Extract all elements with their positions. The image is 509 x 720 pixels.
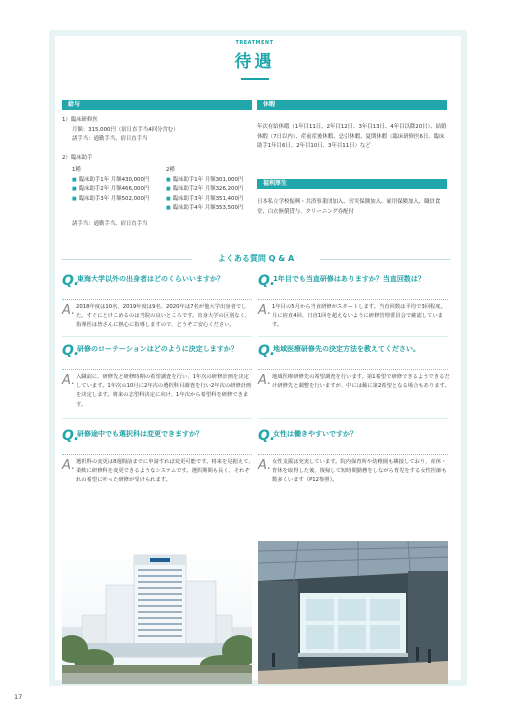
resident1-title: 1）臨床研修医 [62,117,98,123]
grade1-label: 1種 [72,167,81,173]
resident2-allowance: 諸手当：通勤手当、宿日直手当 [72,221,148,227]
hospital-atrium-photo [258,541,448,684]
list-item: ■ 臨床助手1年 月額430,000円 [72,176,150,183]
faq-question: 東海大学以外の出身者はどのくらいいますか？ [77,275,224,283]
welfare-heading: 福利厚生 [257,179,447,189]
faq-answer: 1年目の5月から当直研修がスタートします。当直回数は平均で3回程度。月に宿直4回、日直1回を超えないように研修管理委員会で確認しています。 [272,304,446,329]
a-icon: A. [62,458,76,473]
page-number: 17 [14,693,23,701]
faq-title: よくある質問 Q & A [62,252,450,266]
title-underline [241,78,269,80]
section-subtitle: TREATMENT [235,40,274,46]
salary-resident1 [62,116,262,145]
holidays-heading: 休暇 [257,100,447,110]
a-icon: A. [258,373,272,388]
faq-answer: 女性支援は充実しています。院内保育所や幼稚園も隣接しており、産休・育休を取得した後、復帰して短時間勤務をしながら育児をする女性医師も数多くいます（P12参照）。 [272,459,447,484]
faq-question: 研修のローテーションはどのように決定しますか？ [77,345,238,353]
q-icon: Q. [258,343,276,359]
faq-question: 研修途中でも選択科は変更できますか？ [77,430,203,438]
a-icon: A. [62,303,76,318]
grade1-list [72,166,172,204]
a-icon: A. [258,303,272,318]
divider [258,299,448,300]
section-divider [62,418,252,419]
section-divider [258,336,448,337]
q-icon: Q. [258,428,276,444]
list-item: ■ 臨床助手1年 月額301,000円 [166,176,244,183]
welfare-text: 日本私立学校振興・共済事業団加入、労災保険加入、雇用保険加入、職員食堂、白衣無償貸与、クリーニング券配付 [257,199,441,215]
faq-item [258,428,454,486]
section-divider [62,336,252,337]
faq-answer: 選択科の変更は8週間前までに申請すれば変更可能です。将来を見据えて、柔軟に研修科を変更できるようなシステムです。選択期間も長く、それぞれの希望に叶った研修が受けられます。 [76,459,254,484]
section-title: 待遇 [234,52,275,72]
grade2-label: 2種 [166,167,175,173]
faq-item [62,343,258,410]
divider [62,299,252,300]
divider [258,369,448,370]
divider [258,454,448,455]
holidays-text: 年次有給休暇（1年目11日、2年目12日、3年目13日、4年目以降20日）、結婚休暇（7日以内）、産前産後休暇、忌引休暇、夏期休暇（臨床研修医6日、臨床助手1年目6日、2年目10日、3年目11日）など [257,124,447,149]
q-icon: Q. [62,343,80,359]
list-item: ■ 臨床助手3年 月額502,000円 [72,195,150,202]
faq-question: 地域医療研修先の決定方法を教えてください。 [273,345,420,353]
a-icon: A. [258,458,272,473]
divider [62,369,252,370]
list-item: ■ 臨床助手2年 月額466,000円 [72,186,150,192]
list-item: ■ 臨床助手3年 月額351,400円 [166,195,244,202]
divider [62,454,252,455]
section-divider [258,418,448,419]
faq-answer: 2018年度は10名、2019年度は9名、2020年は7名が他大学出身者でした。すぐにとけこめるのは当院の良いところです。出身大学の区別なく、指導医は皆さんに熱心に指導しますので、どうぞご安心ください。 [76,304,251,329]
resident2-title: 2）臨床助手 [62,155,93,161]
hospital-exterior-photo [62,541,252,684]
faq-item [258,343,454,391]
faq-answer: 入職前に、研修先と研修時期の希望調査を行い、1年次の研修計画を決定しています。1年次の10月に2年次の選択科目調査を行い2年次の研修計画を決定します。将来の志望科決定に向け、1年次から希望科を研修できます。 [76,374,252,408]
salary-heading: 給与 [62,100,252,110]
resident1-salary: 月額：315,000円（宿日直手当4回分含む） [72,126,179,133]
q-icon: Q. [62,273,80,289]
list-item: ■ 臨床助手2年 月額326,200円 [166,186,244,192]
q-icon: Q. [62,428,80,444]
faq-answer: 地域医療研修先の希望調査を行います。第1希望で研修できるようできるだけ研修先と調整を行いますが、中には稀に第2希望となる場合もあります。 [272,374,450,390]
resident1-allowance: 諸手当：通勤手当、宿日直手当 [72,136,148,142]
list-item: ■ 臨床助手4年 月額353,500円 [166,205,244,211]
a-icon: A. [62,373,76,388]
faq-question: 女性は働きやすいですか？ [273,430,357,438]
section-header [0,40,509,80]
faq-item [62,273,258,331]
faq-item [258,273,454,331]
faq-item [62,428,258,486]
faq-question: 1年目でも当直研修はありますか？当直回数は？ [273,275,425,283]
q-icon: Q. [258,273,276,289]
